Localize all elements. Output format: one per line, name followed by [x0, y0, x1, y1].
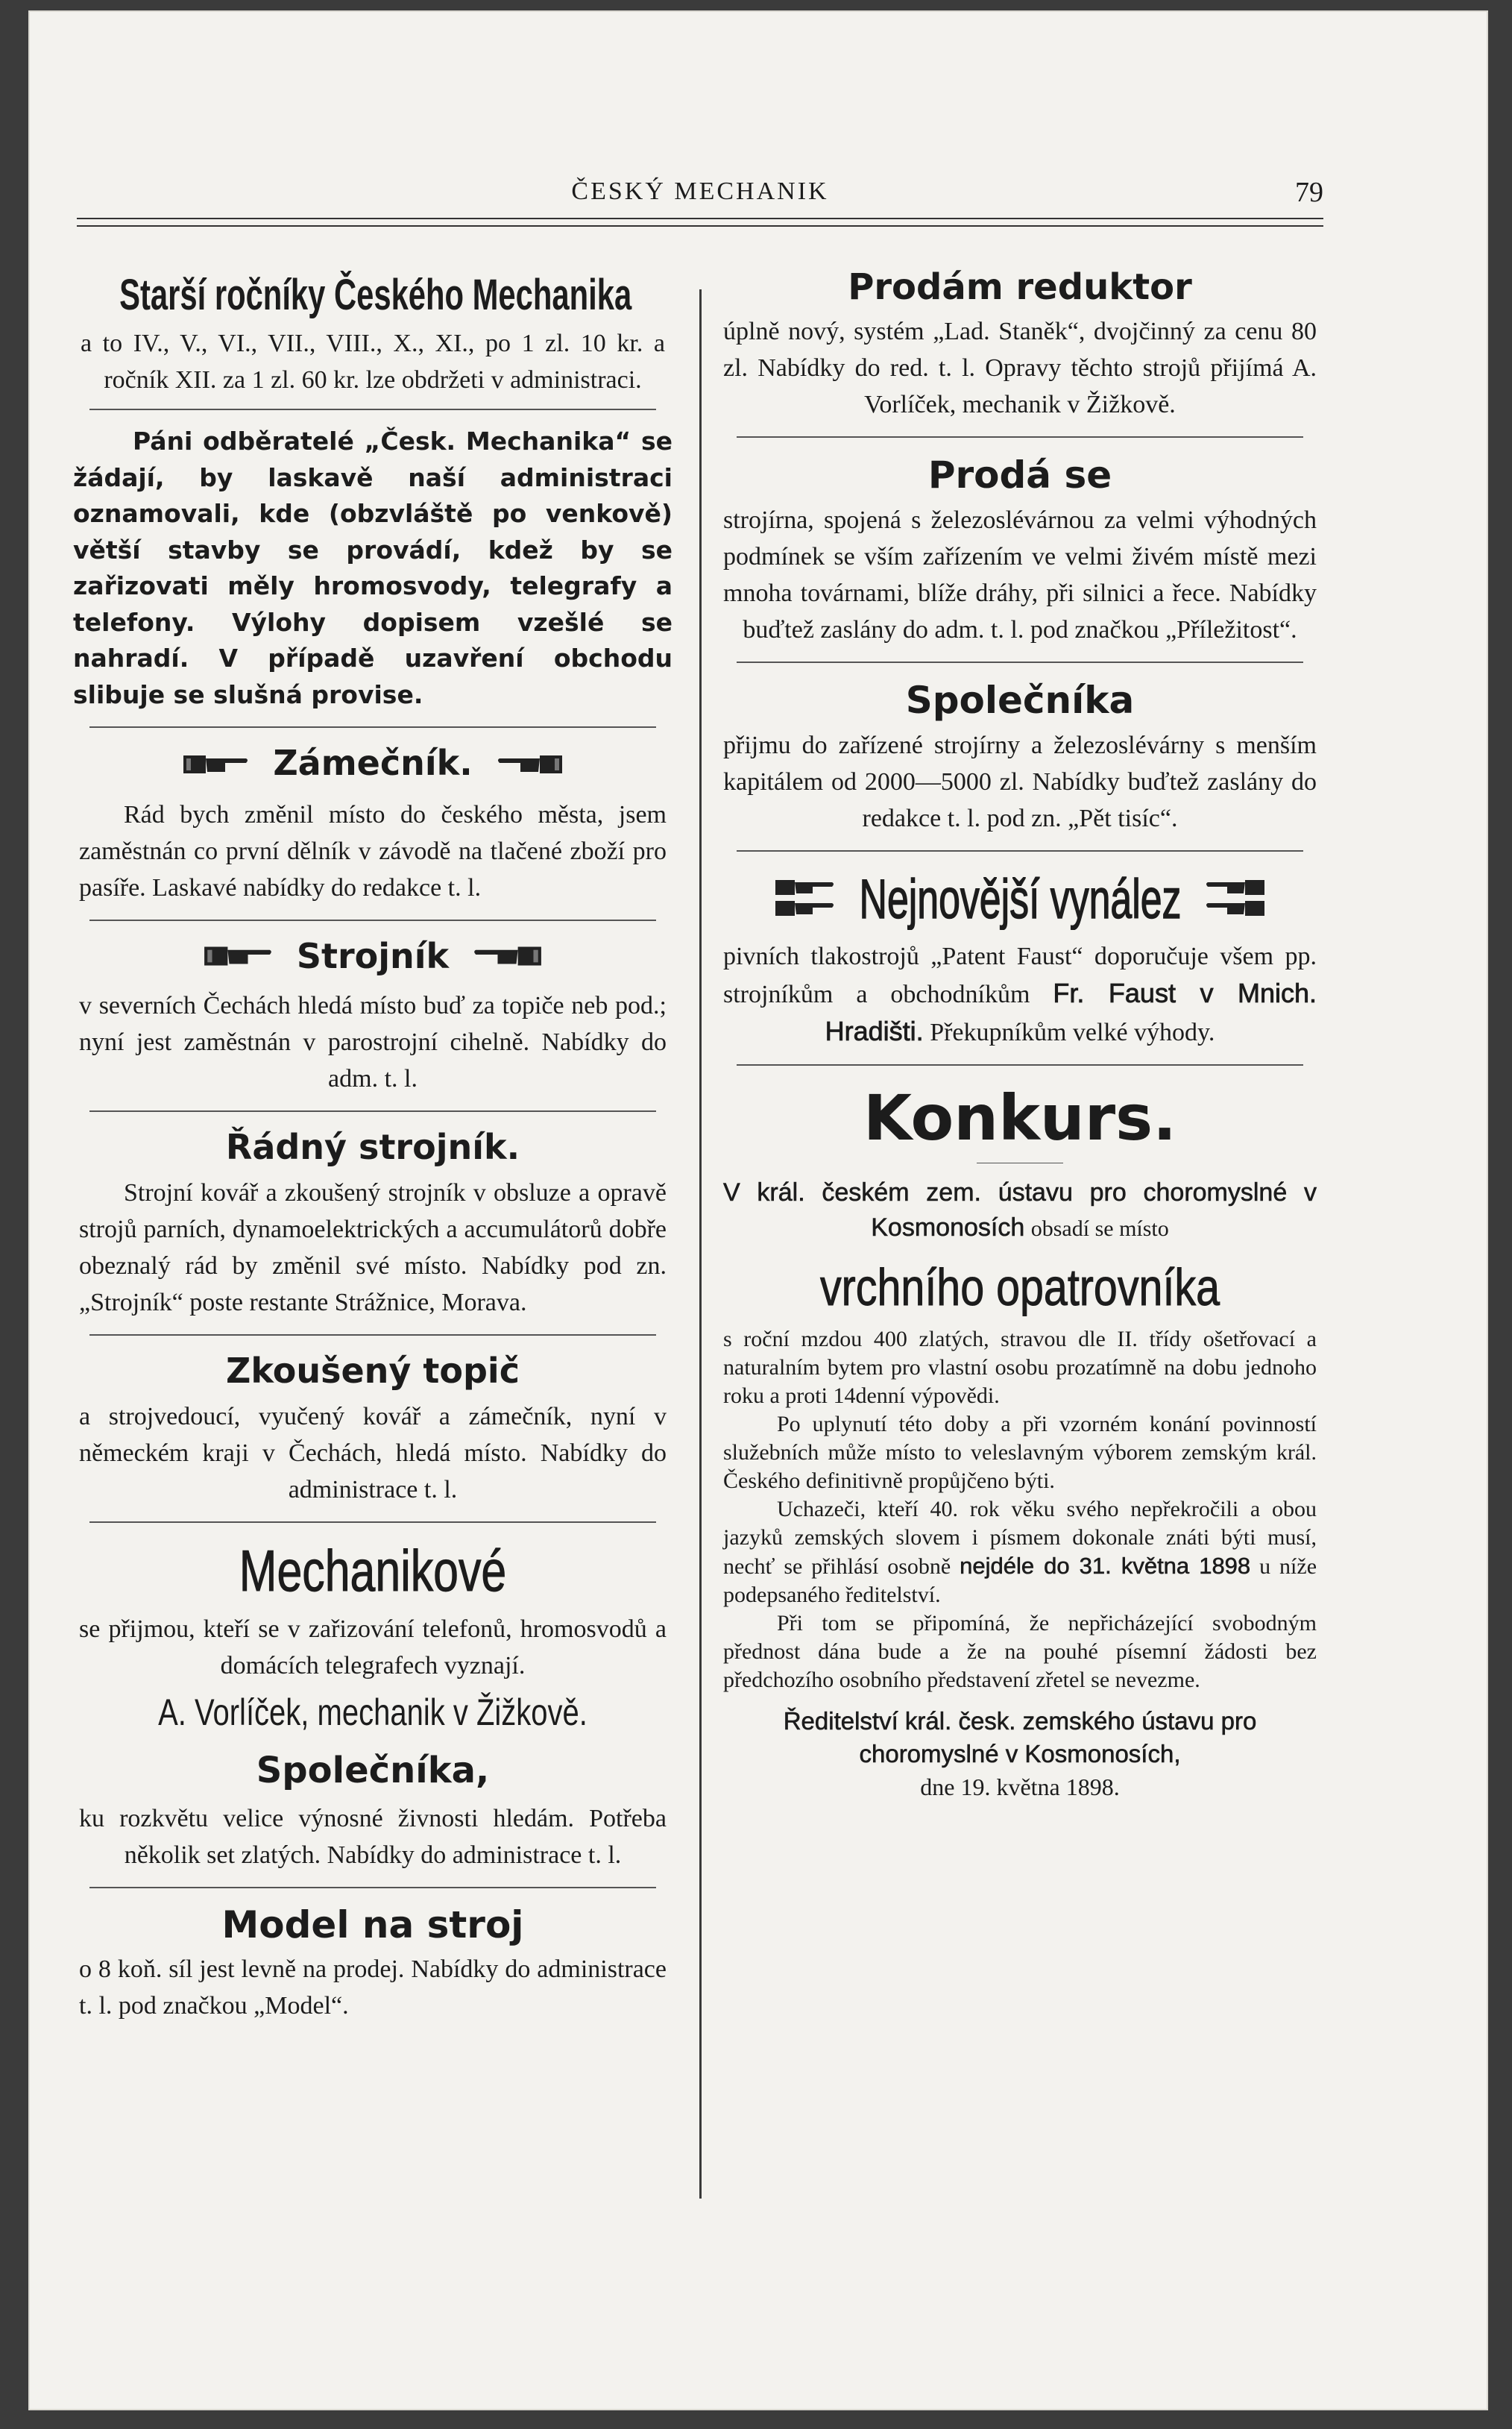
left-column — [70, 264, 675, 2024]
ad-body: přijmu do zařízené strojírny a železoslévárny s menším kapitálem od 2000—5000 zl. Nabídky buďtež zaslány do redakce t. l. pod zn. „Pět tisíc“. — [723, 732, 1317, 832]
ad-paragraph: s roční mzdou 400 zlatých, stravou dle II. třídy ošetřovací a naturalním bytem pro vlastní osobu prozatímně na dobu jednoho roku a proti 14denní výpovědi. — [723, 1327, 1317, 1408]
ad-body: a to IV., V., VI., VII., VIII., X., XI., po 1 zl. 10 kr. a ročník XII. za 1 zl. 60 kr. lze obdržeti v administraci. — [81, 330, 665, 394]
ad-title: Prodám reduktor — [848, 266, 1192, 308]
ad-intro — [723, 1175, 1317, 1246]
separator — [89, 920, 656, 921]
column-divider — [699, 289, 702, 2199]
ad-body-text: Překupníkům velké výhody. — [930, 1019, 1215, 1046]
ad-reducer-for-sale — [717, 264, 1323, 423]
separator — [737, 1064, 1303, 1066]
newspaper-page — [28, 10, 1488, 2410]
ad-title: Řádný strojník. — [225, 1127, 520, 1167]
ad-title: Prodá se — [927, 453, 1112, 497]
ad-intro-bold: V král. českém zem. ústavu pro choromyslné v Kosmonosích — [723, 1178, 1317, 1242]
ad-signature: Ředitelství král. česk. zemského ústavu pro choromyslné v Kosmonosích, — [783, 1707, 1257, 1767]
ad-newest-invention — [717, 865, 1323, 1051]
separator — [89, 409, 656, 410]
separator — [737, 436, 1303, 438]
separator — [89, 1887, 656, 1888]
ad-title: Zámečník. — [273, 743, 473, 783]
ad-title: Model na stroj — [221, 1903, 524, 1946]
ad-title: Nejnovější vynález — [859, 868, 1181, 930]
pointing-hand-left-icon — [495, 744, 564, 788]
separator — [737, 662, 1303, 663]
ad-title: Zkoušený topič — [226, 1351, 520, 1391]
ad-date: dne 19. května 1898. — [920, 1773, 1120, 1800]
ad-body: se přijmou, kteří se v zařizování telefonů, hromosvodů a domácích telegrafech vyznají. — [79, 1615, 667, 1679]
ad-title: Společníka — [905, 679, 1135, 722]
ad-position: vrchního opatrovníka — [819, 1258, 1220, 1316]
ad-tested-stoker — [70, 1349, 675, 1508]
ad-body: a strojvedoucí, vyučený kovář a zámečník, nyní v německém kraji v Čechách, hledá místo. Nabídky do administrace t. l. — [79, 1403, 667, 1503]
pointing-hand-left-icon — [1203, 877, 1266, 923]
ad-title-row — [73, 934, 672, 981]
ad-body: Strojní kovář a zkoušený strojník v obsluze a opravě strojů parních, dynamoelektrických a accumulátorů dobře obeznalý rád by změnil své místo. Nabídky pod zn. „Strojník“ poste restante Strážnice, Morava. — [79, 1179, 667, 1316]
ad-title: Konkurs. — [863, 1081, 1177, 1154]
ad-paragraph-text: Uchazeči, kteří 40. rok věku svého nepřekročili a obou jazyků zemských slovem i písmem dokonale znáti býti musí, nechť se přihlásí osobně — [723, 1497, 1317, 1579]
ad-title: Strojník — [296, 935, 450, 976]
separator — [737, 850, 1303, 852]
ad-competition — [717, 1079, 1323, 1803]
ad-body: v severních Čechách hledá místo buď za topiče neb pod.; nyní jest zaměstnán v parostrojní cihelně. Nabídky do adm. t. l. — [79, 992, 667, 1093]
pointing-hand-right-icon — [774, 877, 837, 923]
ad-body: Páni odběratelé „Česk. Mechanika“ se žádají, by laskavě naší administraci oznamovali, kde (obzvláště po venkově) větší stavby se provádí, kdež by se zařizovati měly hromosvody, telegrafy a telefony. Výlohy dopisem vzešlé se nahradí. V případě uzavření obchodu slibuje se slušná provise. — [73, 427, 672, 709]
ad-body-text: pivních tlakostrojů „Patent Faust“ doporučuje všem pp. strojníkům a obchodníkům — [723, 943, 1317, 1008]
running-title: ČESKÝ MECHANIK — [571, 177, 829, 205]
ad-mechanics-wanted — [70, 1536, 675, 1736]
ad-factory-for-sale — [717, 451, 1323, 648]
ad-engine-model — [70, 1902, 675, 2024]
ad-paragraph: Po uplynutí této doby a při vzorném konání povinností služebních může místo to veleslavným výborem zemským král. Českého definitivně propůjčeno býti. — [723, 1412, 1317, 1493]
ad-paragraph: Při tom se připomíná, že nepřicházející svobodným přednost dána bude a že na pouhé písemní žádosti bez předchozího osobního představení zřetel se nevezme. — [723, 1611, 1317, 1692]
ad-title: Starší ročníky Českého Mechanika — [119, 271, 632, 319]
separator — [89, 726, 656, 728]
ad-older-volumes — [70, 264, 675, 398]
ad-body: ku rozkvětu velice výnosné živnosti hledám. Potřeba několik set zlatých. Nabídky do administrace t. l. — [79, 1805, 667, 1869]
ad-proper-machinist — [70, 1125, 675, 1321]
ad-locksmith — [70, 741, 675, 906]
ad-signature: A. Vorlíček, mechanik v Žižkově. — [158, 1691, 588, 1733]
ad-intro-rest: obsadí se místo — [1030, 1216, 1169, 1241]
right-column — [717, 264, 1323, 1803]
header-rule — [77, 218, 1323, 227]
ad-body: o 8 koň. síl jest levně na prodej. Nabídky do administrace t. l. pod značkou „Model“. — [79, 1955, 667, 2020]
ad-partner-wanted — [70, 1748, 675, 1873]
ad-machinist-north — [70, 934, 675, 1098]
ad-subscribers-notice — [70, 424, 675, 713]
separator — [89, 1110, 656, 1112]
pointing-hand-right-icon — [182, 744, 251, 788]
separator — [89, 1521, 656, 1523]
ad-body — [723, 938, 1317, 1051]
ad-title: Mechanikové — [239, 1538, 507, 1603]
page-number: 79 — [1295, 177, 1323, 208]
ad-title-row — [723, 865, 1317, 934]
ad-body: Rád bych změnil místo do českého města, jsem zaměstnán co první dělník v závodě na tlačené zboží pro pasíře. Laskavé nabídky do redakce t. l. — [79, 800, 667, 902]
ad-title-row — [73, 741, 672, 788]
page-header — [77, 172, 1323, 209]
pointing-hand-right-icon — [203, 937, 274, 980]
pointing-hand-left-icon — [471, 937, 543, 980]
ad-body: úplně nový, systém „Lad. Staněk“, dvojčinný za cenu 80 zl. Nabídky do red. t. l. Opravy těchto strojů přijímá A. Vorlíček, mechanik v Žižkově. — [723, 318, 1317, 418]
ad-deadline: nejdéle do 31. května 1898 — [960, 1553, 1251, 1579]
ad-paragraph-text: u níže podepsaného ředitelství. — [723, 1554, 1317, 1607]
ad-body-bold: Fr. Faust v Mnich. Hradišti. — [825, 978, 1317, 1046]
ad-paragraph — [723, 1495, 1317, 1609]
separator — [89, 1334, 656, 1336]
ad-body: strojírna, spojená s železoslévárnou za velmi výhodných podmínek se vším zařízením ve velmi živém místě mezi mnoha továrnami, blíže dráhy, při silnici a řece. Nabídky buďtež zaslány do adm. t. l. pod značkou „Příležitost“. — [723, 506, 1317, 644]
ad-partner-accepted — [717, 676, 1323, 837]
ad-title: Společníka, — [256, 1750, 490, 1791]
